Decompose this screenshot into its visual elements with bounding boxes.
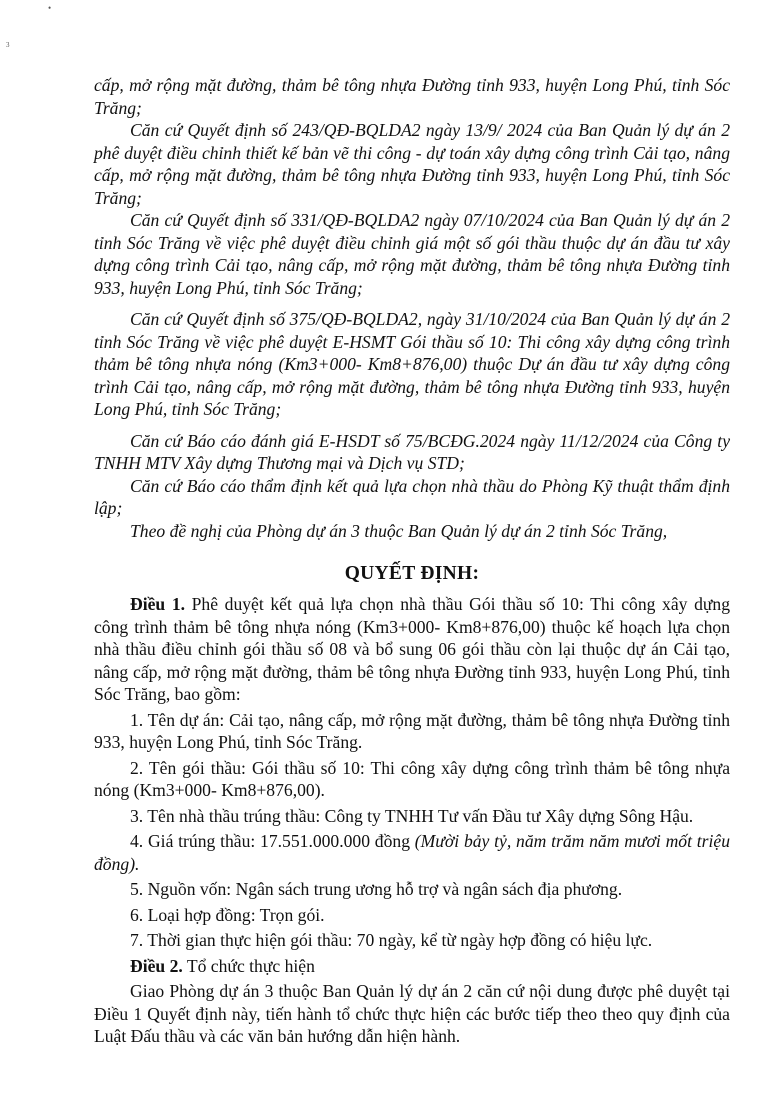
article-1-item-contract-type: 6. Loại hợp đồng: Trọn gói. xyxy=(130,904,325,925)
price-label: 4. Giá trúng thầu: 17.551.000.000 đồng xyxy=(130,831,415,851)
article-1-text: Phê duyệt kết quả lựa chọn nhà thầu Gói thầu số 10: Thi công xây dựng công trình thảm bê tông nhựa nóng (Km3+000- Km8+876,00) thuộc kế hoạch lựa chọn nhà thầu điều chỉnh gói thầu số 08 và bổ sung 06 gói thầu còn lại thuộc dự án Cải tạo, nâng cấp, mở rộng mặt đường, thảm bê tông nhựa Đường tỉnh 933, huyện Long Phú, tỉnh Sóc Trăng, bao gồm: xyxy=(94,594,731,704)
article-2-label: Điều 2. xyxy=(130,955,183,976)
article-1 xyxy=(94,593,730,706)
price-in-words: (Mười bảy tỷ, năm trăm năm mươi mốt triệu đồng). xyxy=(94,831,730,874)
scan-margin-mark: 3 xyxy=(6,41,10,49)
article-1-item-contractor: 3. Tên nhà thầu trúng thầu: Công ty TNHH Tư vấn Đầu tư Xây dựng Sông Hậu. xyxy=(130,805,694,826)
article-1-item-duration: 7. Thời gian thực hiện gói thầu: 70 ngày, kể từ ngày hợp đồng có hiệu lực. xyxy=(130,930,653,950)
preamble-proposal: Theo đề nghị của Phòng dự án 3 thuộc Ban Quản lý dự án 2 tỉnh Sóc Trăng, xyxy=(130,520,668,541)
article-2-text: Tổ chức thực hiện xyxy=(182,955,315,976)
article-1-label: Điều 1. xyxy=(130,594,186,614)
article-1-item-funding: 5. Nguồn vốn: Ngân sách trung ương hỗ trợ và ngân sách địa phương. xyxy=(130,879,623,899)
preamble-evaluation-report: Căn cứ Báo cáo đánh giá E-HSDT số 75/BCĐG.2024 ngày 11/12/2024 của Công ty TNHH MTV Xây dựng Thương mại và Dịch vụ STD; xyxy=(94,430,730,473)
document-body xyxy=(94,74,730,1048)
scan-dot: • xyxy=(48,3,52,13)
article-2-body: Giao Phòng dự án 3 thuộc Ban Quản lý dự án 2 căn cứ nội dung được phê duyệt tại Điều 1 Quyết định này, tiến hành tổ chức thực hiện các bước tiếp theo theo quy định của Luật Đấu thầu và các văn bản hướng dẫn hiện hành. xyxy=(94,981,730,1046)
article-2 xyxy=(94,955,730,978)
preamble-decision-375: Căn cứ Quyết định số 375/QĐ-BQLDA2, ngày 31/10/2024 của Ban Quản lý dự án 2 tỉnh Sóc Trăng về việc phê duyệt E-HSMT Gói thầu số 10: Thi công xây dựng công trình thảm bê tông nhựa nóng (Km3+000- Km8+876,00) thuộc Dự án đầu tư xây dựng công trình Cải tạo, nâng cấp, mở rộng mặt đường, thảm bê tông nhựa Đường tỉnh 933, huyện Long Phú, tỉnh Sóc Trăng; xyxy=(94,309,730,419)
preamble-appraisal-report: Căn cứ Báo cáo thẩm định kết quả lựa chọn nhà thầu do Phòng Kỹ thuật thẩm định lập; xyxy=(94,475,730,518)
decision-title: QUYẾT ĐỊNH: xyxy=(344,563,480,584)
article-1-item-package: 2. Tên gói thầu: Gói thầu số 10: Thi công xây dựng công trình thảm bê tông nhựa nóng (Km3+000- Km8+876,00). xyxy=(94,757,730,800)
preamble-continuation: cấp, mở rộng mặt đường, thảm bê tông nhựa Đường tỉnh 933, huyện Long Phú, tỉnh Sóc Trăng; xyxy=(94,75,730,118)
article-1-item-price xyxy=(94,830,730,875)
preamble-decision-331: Căn cứ Quyết định số 331/QĐ-BQLDA2 ngày 07/10/2024 của Ban Quản lý dự án 2 tỉnh Sóc Trăng về việc phê duyệt điều chỉnh giá một số gói thầu thuộc dự án đầu tư xây dựng công trình Cải tạo, nâng cấp, mở rộng mặt đường, thảm bê tông nhựa Đường tỉnh 933, huyện Long Phú, tỉnh Sóc Trăng; xyxy=(94,210,730,298)
article-1-item-project: 1. Tên dự án: Cải tạo, nâng cấp, mở rộng mặt đường, thảm bê tông nhựa Đường tỉnh 933, huyện Long Phú, tỉnh Sóc Trăng. xyxy=(94,709,730,752)
preamble-decision-243: Căn cứ Quyết định số 243/QĐ-BQLDA2 ngày 13/9/ 2024 của Ban Quản lý dự án 2 phê duyệt điều chỉnh thiết kế bản vẽ thi công - dự toán xây dựng công trình Cải tạo, nâng cấp, mở rộng mặt đường, thảm bê tông nhựa Đường tỉnh 933, huyện Long Phú, tỉnh Sóc Trăng; xyxy=(94,120,730,208)
